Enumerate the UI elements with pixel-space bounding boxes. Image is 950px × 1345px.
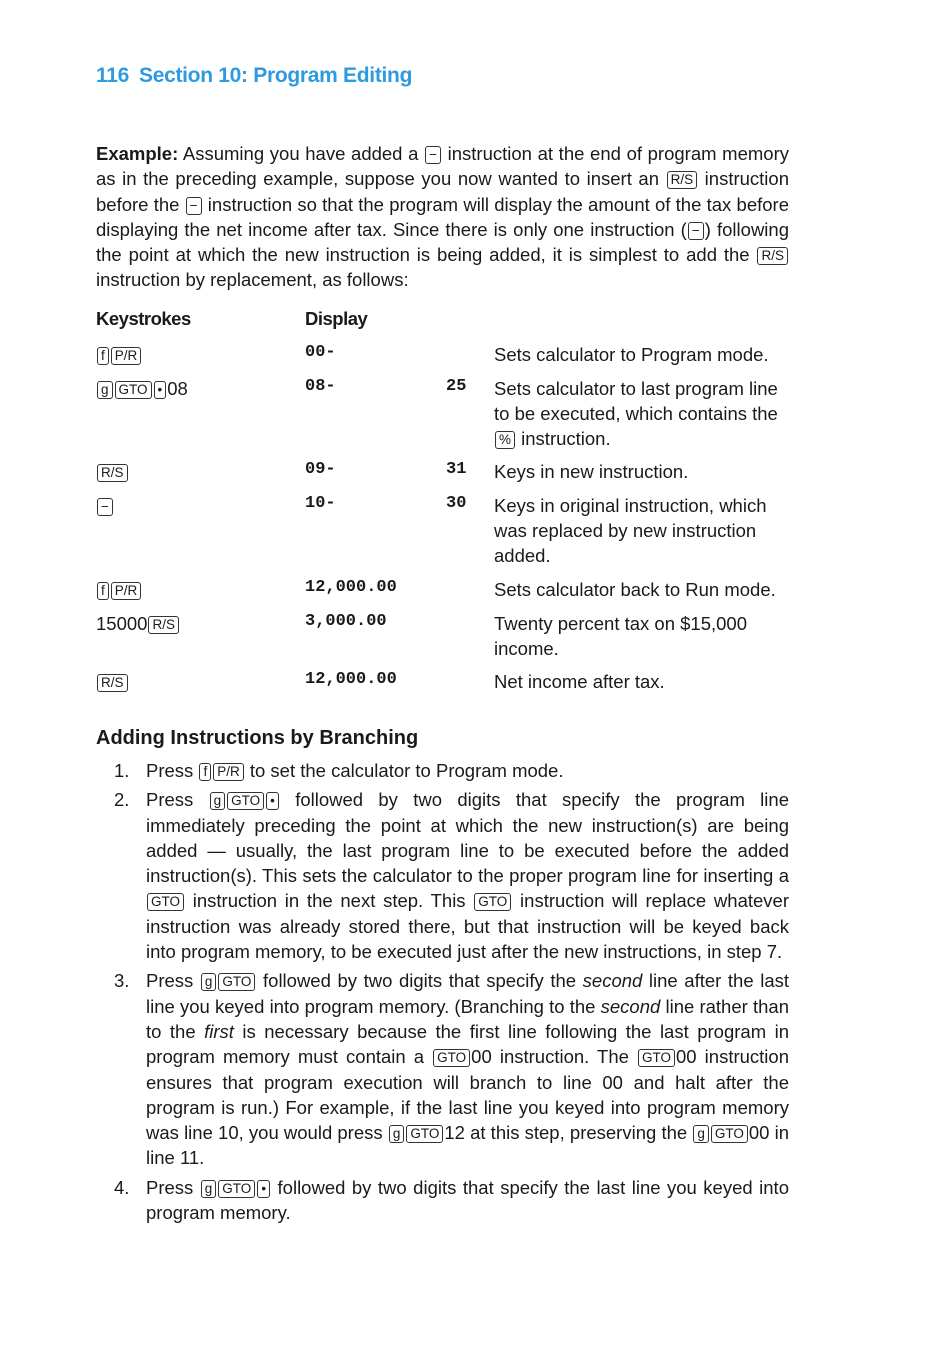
gto-key: GTO <box>218 973 255 991</box>
text: instruction by replacement, as follows: <box>96 269 409 291</box>
keystrokes <box>96 459 129 484</box>
display-value: 12,000.00 <box>305 578 397 597</box>
step-number: 3. <box>114 970 130 992</box>
text: followed by two digits that specify the last line you keyed into program memory. <box>146 1176 789 1224</box>
row-description: Twenty percent tax on $15,000 income. <box>494 613 748 659</box>
keystroke-digits: 08 <box>167 378 188 399</box>
pr-key: P/R <box>213 763 244 781</box>
section-title: Section 10: Program Editing <box>138 64 413 87</box>
text: line rather than to the <box>146 995 789 1042</box>
keystrokes <box>96 669 129 694</box>
keystrokes <box>96 493 114 518</box>
gto-key: GTO <box>433 1049 470 1067</box>
text: Press <box>146 1176 200 1198</box>
page-header <box>96 64 412 88</box>
row-description: Sets calculator to Program mode. <box>494 344 769 365</box>
rs-key: R/S <box>667 171 698 189</box>
g-key: g <box>97 381 113 399</box>
text: followed by two digits that specify the program line immediately preceding the point at which the new instruction(s) are being added — usually, the last program line to be executed before the added instruction(s). This sets the calculator to the proper program line for inserting a <box>146 789 789 887</box>
text: is necessary because the first line following the last program in program memory must contain a <box>146 1020 789 1068</box>
dot-key: • <box>154 381 167 399</box>
text: Press <box>146 970 200 992</box>
gto-key: GTO <box>227 792 264 810</box>
f-key: f <box>199 763 211 781</box>
key-code: 25 <box>446 377 467 396</box>
step-number: 4. <box>114 1176 130 1198</box>
text: line after the last line you keyed into program memory. (Branching to the <box>146 970 789 1017</box>
section-heading: Adding Instructions by Branching <box>96 727 419 749</box>
key-code: 30 <box>446 494 467 513</box>
keystroke-digits: 15000 <box>96 613 148 634</box>
minus-key: − <box>97 498 113 516</box>
row-description: Keys in new instruction. <box>494 461 689 482</box>
pr-key: P/R <box>111 347 142 365</box>
gto-key: GTO <box>147 893 184 911</box>
text: instruction in the next step. This <box>185 890 474 912</box>
f-key: f <box>97 582 109 600</box>
row-description <box>494 376 794 451</box>
keystrokes <box>96 577 142 602</box>
text: Assuming you have added a <box>178 143 425 164</box>
pr-key: P/R <box>111 582 142 600</box>
f-key: f <box>97 347 109 365</box>
text: Sets calculator to last program line to be executed, which contains the <box>494 378 778 424</box>
row-description: Sets calculator back to Run mode. <box>494 579 776 600</box>
emphasis: second <box>600 995 661 1017</box>
step-number: 2. <box>114 789 130 811</box>
text: 12 at this step, preserving the <box>444 1122 693 1144</box>
display-value: 09- <box>305 460 336 479</box>
list-item <box>96 1175 789 1226</box>
step-number: 1. <box>114 760 130 781</box>
keystrokes <box>96 376 188 401</box>
gto-key: GTO <box>474 893 511 911</box>
text: instruction so that the program will display the amount of the tax before displaying the net income after tax. Since there is only one instruction ( <box>96 193 790 240</box>
gto-key: GTO <box>638 1049 675 1067</box>
gto-key: GTO <box>115 381 152 399</box>
gto-key: GTO <box>218 1180 255 1198</box>
text: instruction will replace whatever instruction was already stored there, but that instruction will be keyed back into program memory, to be executed just after the new instructions, in step 7. <box>146 890 790 963</box>
percent-key: % <box>495 431 515 449</box>
gto-key: GTO <box>711 1125 748 1143</box>
text: Press <box>146 760 199 781</box>
g-key: g <box>201 1180 217 1198</box>
steps-list <box>96 758 789 1229</box>
list-item <box>96 968 789 1170</box>
display-value: 08- <box>305 377 336 396</box>
col-display-header: Display <box>305 308 368 329</box>
text: Press <box>146 789 209 811</box>
example-label: Example: <box>96 143 179 164</box>
dot-key: • <box>266 792 279 810</box>
display-value: 00- <box>305 343 336 362</box>
rs-key: R/S <box>757 247 788 265</box>
key-code: 31 <box>446 460 467 479</box>
dot-key: • <box>257 1180 270 1198</box>
gto-key: GTO <box>406 1125 443 1143</box>
page-number: 116 <box>96 64 129 87</box>
g-key: g <box>389 1125 405 1143</box>
text: followed by two digits that specify the <box>256 970 583 992</box>
text: 00 instruction. The <box>471 1046 637 1068</box>
row-description: Keys in original instruction, which was replaced by new instruction added. <box>494 495 767 566</box>
example-paragraph <box>96 141 789 293</box>
g-key: g <box>210 792 226 810</box>
text: 00 in line 11. <box>146 1122 789 1169</box>
text: ) following the point at which the new instruction is being added, it is simplest to add the <box>96 218 789 266</box>
text: instruction before the <box>96 168 789 215</box>
display-value: 12,000.00 <box>305 670 397 689</box>
g-key: g <box>201 973 217 991</box>
col-keystrokes-header: Keystrokes <box>96 308 191 329</box>
keystrokes <box>96 611 180 636</box>
rs-key: R/S <box>148 616 179 634</box>
row-description: Net income after tax. <box>494 671 665 692</box>
text: 00 instruction ensures that program execution will branch to line 00 and halt after the program is run.) For example, if the last line you keyed into program memory was line 10, you would press <box>146 1046 789 1144</box>
rs-key: R/S <box>97 674 128 692</box>
minus-key: − <box>186 197 202 215</box>
list-item <box>96 787 789 964</box>
text: instruction. <box>516 428 611 449</box>
minus-key: − <box>425 146 441 164</box>
rs-key: R/S <box>97 464 128 482</box>
keystrokes <box>96 342 142 367</box>
display-value: 3,000.00 <box>305 612 387 631</box>
emphasis: second <box>582 970 643 992</box>
text: to set the calculator to Program mode. <box>244 760 564 781</box>
list-item <box>96 758 789 783</box>
g-key: g <box>693 1125 709 1143</box>
text: instruction at the end of program memory as in the preceding example, suppose you now wanted to insert an <box>96 143 789 190</box>
minus-key: − <box>688 222 704 240</box>
display-value: 10- <box>305 494 336 513</box>
emphasis: first <box>204 1020 234 1042</box>
